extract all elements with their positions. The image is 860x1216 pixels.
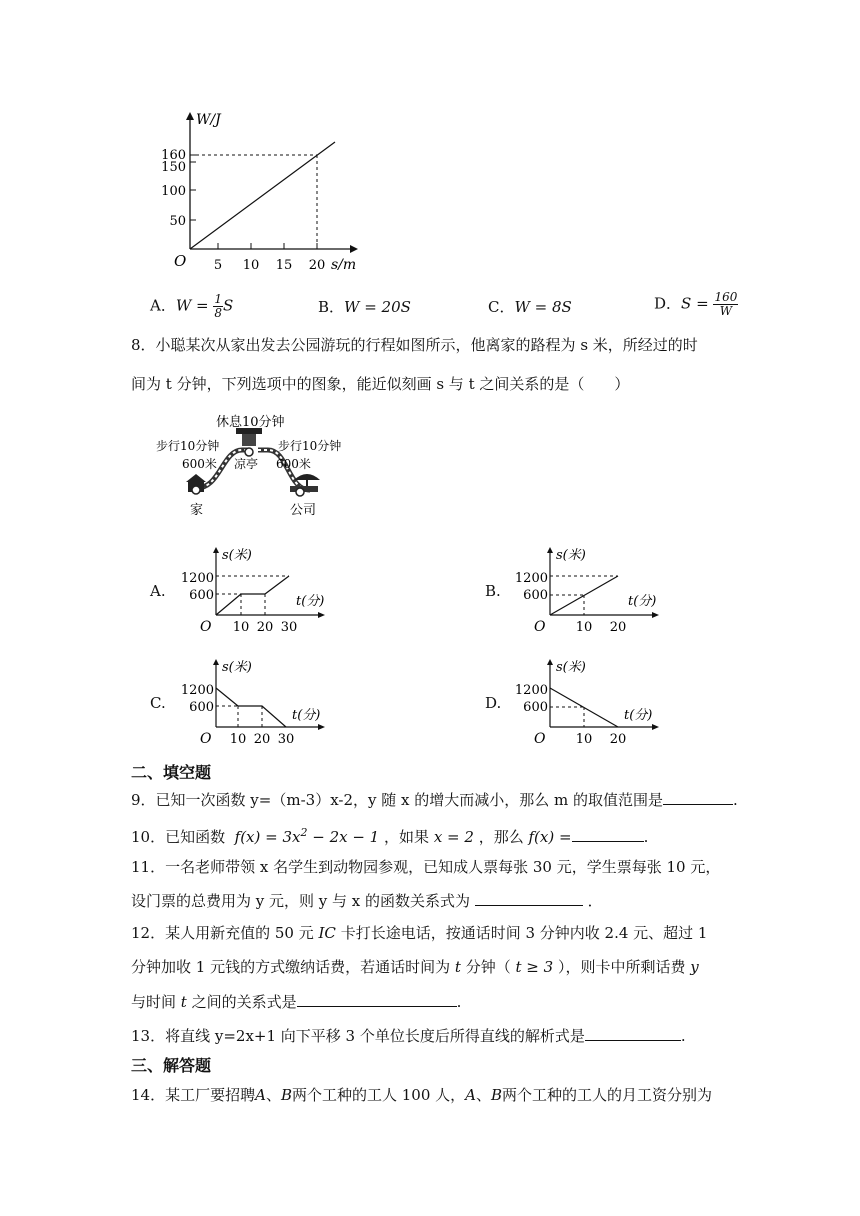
walk-right-label: 步行10分钟 [278,439,342,453]
q13: 13．将直线 y=2x+1 向下平移 3 个单位长度后所得直线的解析式是 . [131,1024,686,1047]
q7-option-b[interactable]: B．W = 20S [318,298,411,316]
answer-blank[interactable] [572,825,644,842]
y-tick-label: 160 [161,148,186,163]
origin-label: O [174,252,187,270]
q8-line-2: 间为 t 分钟，下列选项中的图象，能近似刻画 s 与 t 之间关系的是（ ） [131,375,630,393]
y-tick-label: 100 [161,184,186,199]
x-tick-label: 20 [308,258,326,273]
x-ticks [214,243,325,273]
q8-option-c-graph[interactable] [178,657,338,749]
q8-option-b-graph[interactable] [512,545,672,637]
q14-line-1: 14．某工厂要招聘A、B两个工种的工人 100 人，A、B两个工种的工人的月工资分别为 [131,1086,713,1104]
house-icon [186,474,206,494]
x-tick-label: 20 [256,620,274,635]
y-tick-label: 600 [523,700,548,715]
pavilion-label: 凉亭 [234,457,259,471]
dist-left-label: 600米 [182,457,217,471]
q12-line-3: 与时间 t 之间的关系式是 . [131,990,461,1013]
y-tick-label: 1200 [514,683,548,698]
section-heading: 二、填空题 [131,763,212,782]
y-tick-label: 600 [189,588,214,603]
x-tick-label: 30 [277,732,295,747]
x-tick-label: 20 [609,620,627,635]
y-axis-label: s(米) [222,660,252,675]
x-tick-label: 30 [280,620,298,635]
fraction: $\frac{1}{8}$ [214,292,223,320]
answer-blank[interactable] [475,889,583,906]
home-label: 家 [190,503,204,518]
q8-option-d-letter[interactable]: D. [485,694,502,712]
q7-option-c[interactable]: C．W = 8S [488,298,572,316]
fraction: $\frac{160}{W}$ [714,290,738,318]
x-axis-label: t(分) [296,594,325,609]
y-axis-label: s(米) [222,548,252,563]
x-tick-label: 15 [275,258,293,273]
x-tick-label: 5 [213,258,223,273]
x-tick-label: 10 [242,258,260,273]
origin-label: O [534,619,546,635]
y-tick-label: 150 [161,160,186,175]
y-tick-label: 600 [523,588,548,603]
x-tick-label: 10 [575,732,593,747]
y-tick-label: 1200 [514,571,548,586]
rest-label: 休息10分钟 [216,415,285,430]
x-tick-label: 10 [575,620,593,635]
y-tick-label: 50 [169,214,186,229]
x-tick-label: 10 [232,620,250,635]
x-axis-label: s/m [331,257,357,273]
q9: 9．已知一次函数 y=（m-3）x-2，y 随 x 的增大而减小，那么 m 的取值范围是 . [131,788,738,811]
q8-option-c-letter[interactable]: C. [150,694,166,712]
graph-line [190,142,335,249]
graph-line [216,688,286,727]
q11-line-1: 11．一名老师带领 x 名学生到动物园参观，已知成人票每张 30 元，学生票每张 10 元， [131,858,721,876]
x-axis-label: t(分) [628,594,657,609]
origin-label: O [200,619,212,635]
x-tick-label: 10 [229,732,247,747]
q8-option-b-letter[interactable]: B. [485,582,501,600]
x-tick-label: 20 [253,732,271,747]
answer-blank[interactable] [663,788,733,805]
q8-line-1: 8．小聪某次从家出发去公园游玩的行程如图所示，他离家的路程为 s 米，所经过的时 [131,336,698,354]
y-tick-label: 1200 [180,683,214,698]
company-label: 公司 [290,503,317,518]
section-heading: 三、解答题 [131,1056,212,1075]
dist-right-label: 600米 [276,457,311,471]
x-tick-label: 20 [609,732,627,747]
q7-option-d[interactable]: D．S = $\frac{160}{W}$ [654,290,738,318]
y-axis-label: s(米) [556,660,586,675]
q7-option-a[interactable]: A．W = $\frac{1}{8}$ S [150,292,234,320]
graph-line [216,576,289,615]
x-axis-label: t(分) [292,708,321,723]
w-s-graph [160,108,370,278]
q8-option-d-graph[interactable] [512,657,672,749]
answer-blank[interactable] [297,990,457,1007]
q12-line-2: 分钟加收 1 元钱的方式缴纳话费，若通话时间为 t 分钟（ t ≥ 3 ），则卡中所剩话费 y [131,958,699,976]
q8-option-a-graph[interactable] [178,545,338,637]
q10: 10．已知函数 $f(x) = 3x^2 - 2x - 1$ ，如果 x = 2 ，那么 f(x) = . [131,826,649,846]
x-axis-label: t(分) [624,708,653,723]
origin-label: O [200,731,212,747]
q12-line-1: 12．某人用新充值的 50 元 IC 卡打长途电话，按通话时间 3 分钟内收 2.4 元、超过 1 [131,924,708,942]
walk-left-label: 步行10分钟 [156,439,220,453]
y-axis-label: W/J [196,112,221,128]
y-axis-label: s(米) [556,548,586,563]
y-tick-label: 1200 [180,571,214,586]
q8-option-a-letter[interactable]: A. [150,582,166,600]
y-ticks [161,148,196,229]
q11-line-2: 设门票的总费用为 y 元，则 y 与 x 的函数关系式为 ． [131,889,603,912]
route-map [150,410,360,520]
answer-blank[interactable] [585,1024,681,1041]
origin-label: O [534,731,546,747]
y-tick-label: 600 [189,700,214,715]
